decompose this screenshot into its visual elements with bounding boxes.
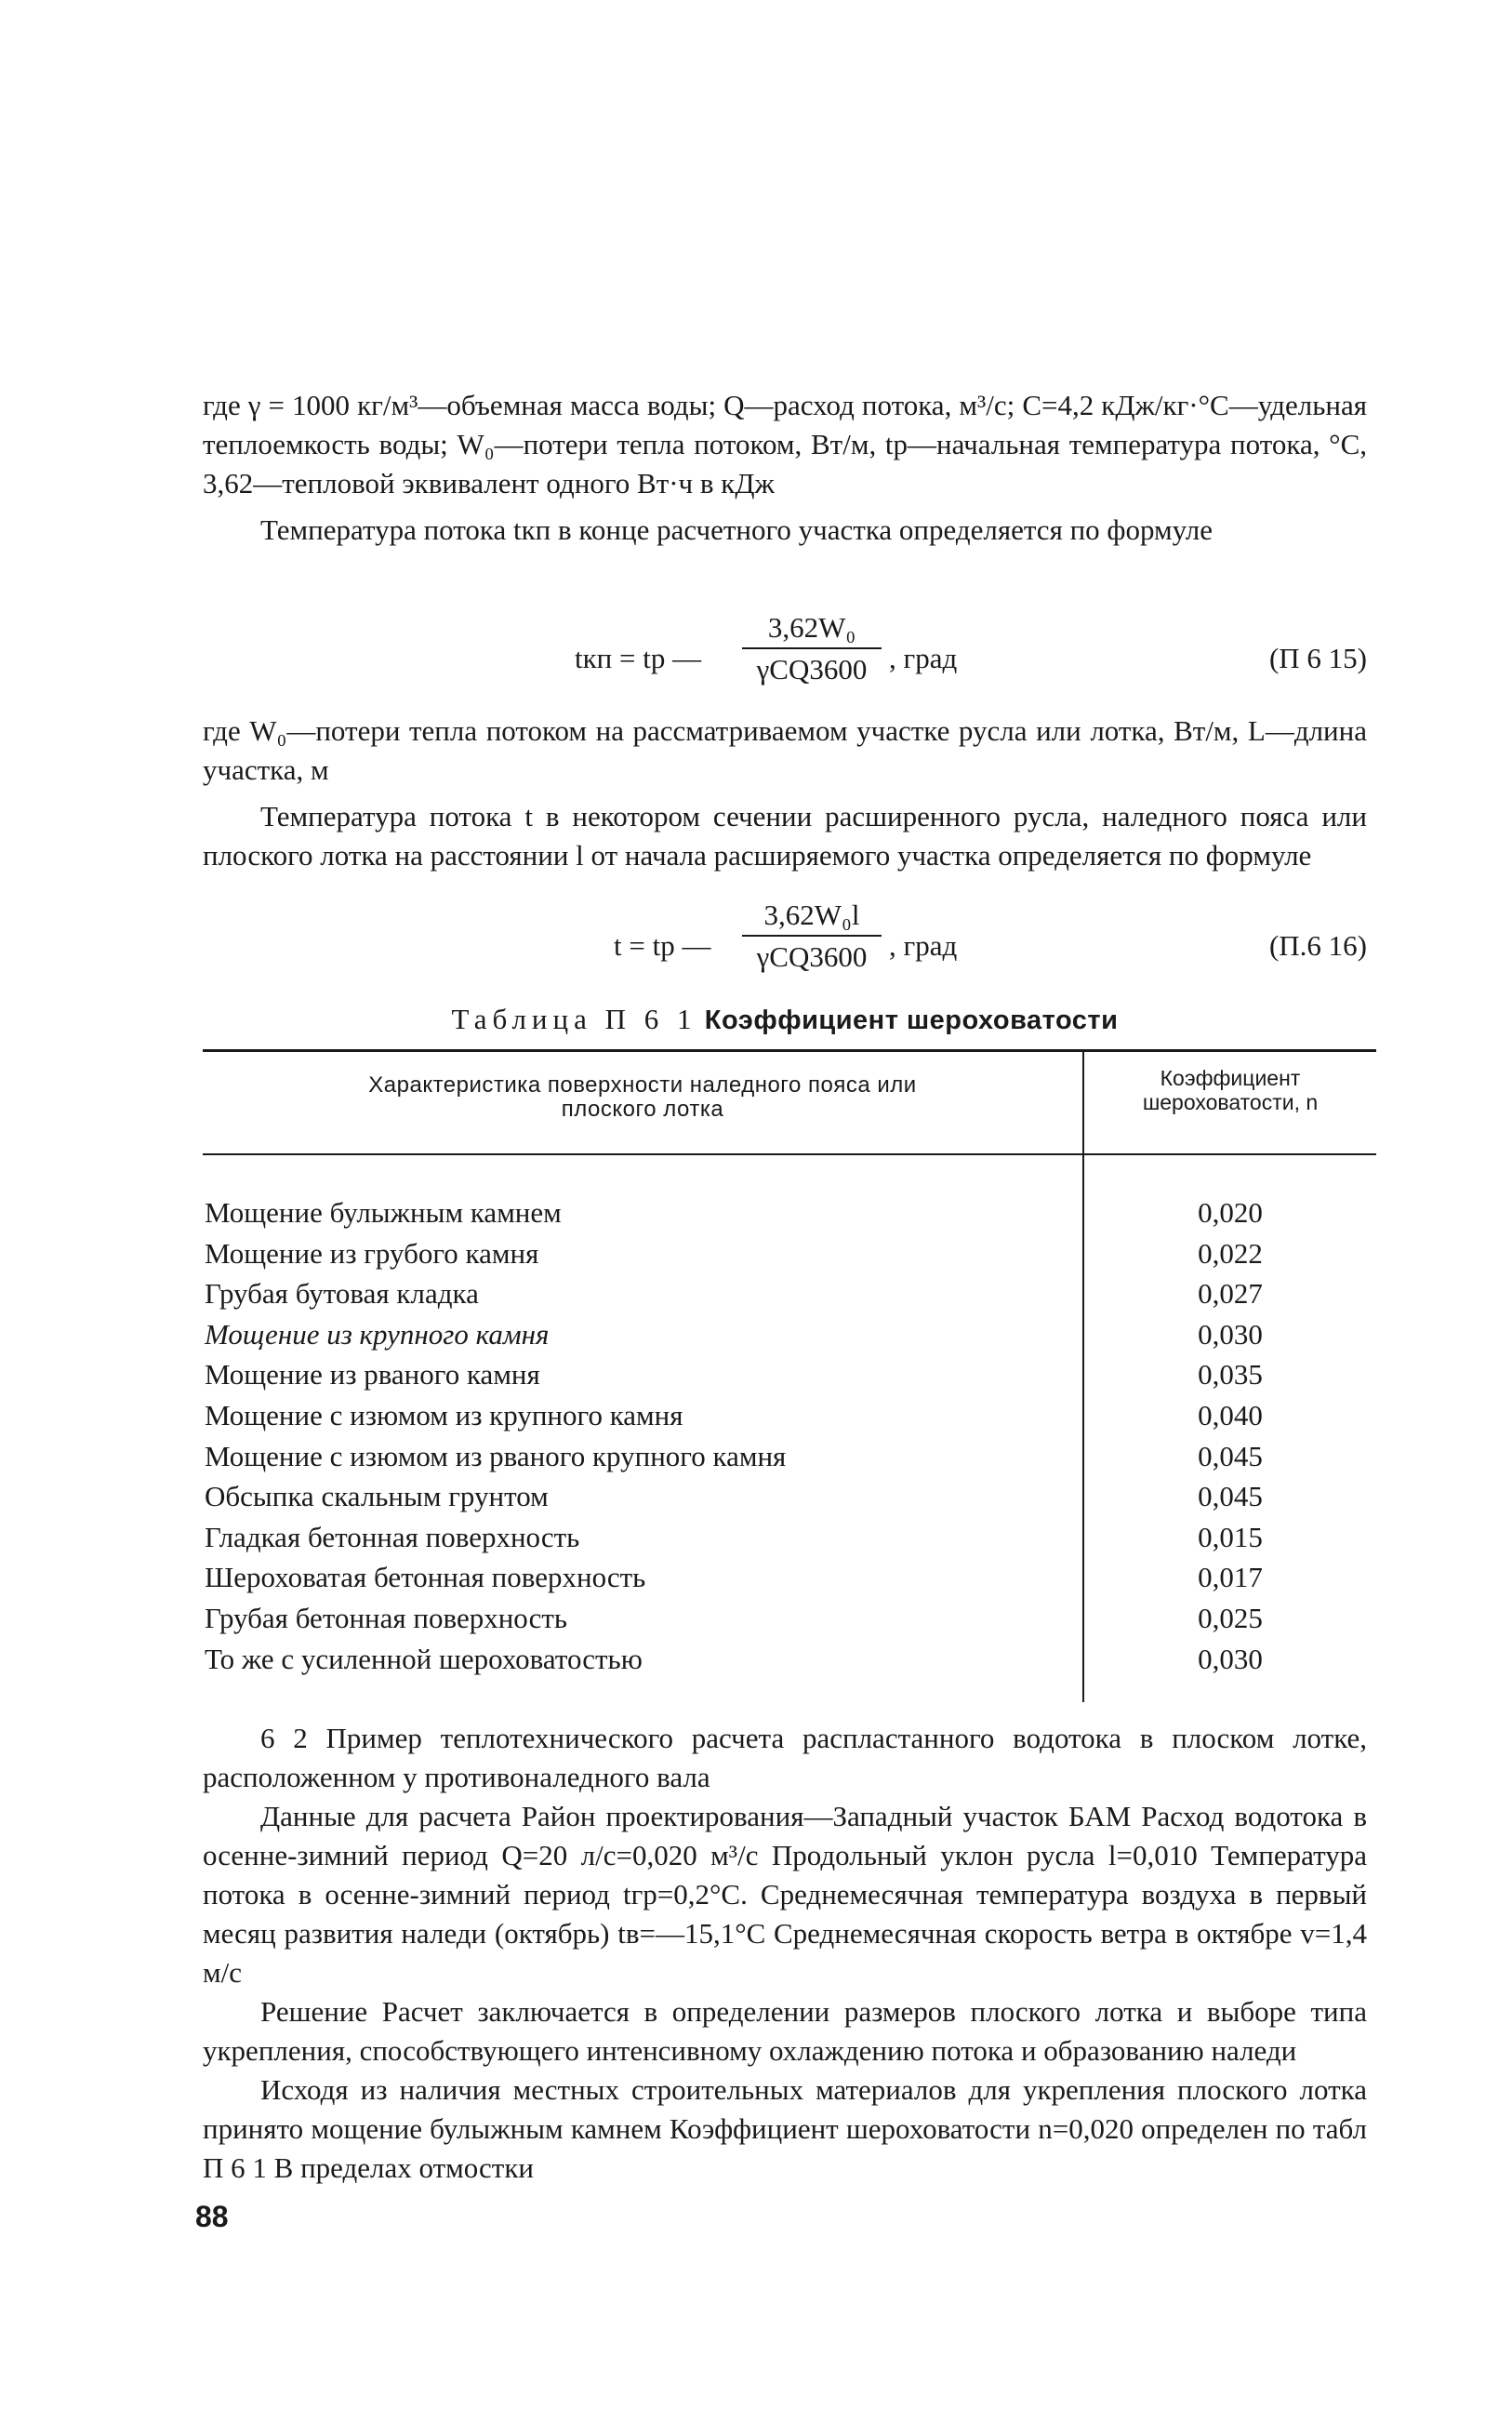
table-row [203,1233,1376,1274]
table-row [203,1354,1376,1395]
formula-number: (П.6 16) [1268,929,1367,962]
formula-fraction [742,896,882,978]
coefficient-cell: 0,045 [1198,1480,1263,1513]
surface-cell: Мощение из рваного камня [205,1358,540,1391]
table-header-surface [203,1073,1082,1122]
materials-paragraph: Исходя из наличия местных строительных материалов для укрепления плоского лотка принято мощение булыжным камнем Коэффициент шероховатости n=0,020 определен по табл П 6 1 В пределах отмостки [203,2073,1367,2184]
table-header-coefficient [1084,1066,1376,1114]
coefficient-cell: 0,022 [1198,1236,1263,1270]
table-row [203,1314,1376,1355]
heat-loss-definition-paragraph: где W₀—потери тепла потоком на рассматриваемом участке русла или лотка, Вт/м, L—длина участка, м [203,714,1367,786]
table-row [203,1476,1376,1517]
table-row [203,1436,1376,1477]
section-temperature-paragraph: Температура потока t в некотором сечении расширенного русла, наледного пояса или плоского лотка на расстоянии l от начала расширяемого участка определяется по формуле [203,800,1367,872]
formula-p6-15 [203,608,1367,711]
variables-definition-paragraph: где γ = 1000 кг/м³—объемная масса воды; Q—расход потока, м³/с; C=4,2 кДж/кг·°С—удельная теплоемкость воды; W₀—потери тепла потоком, Вт/м, tр—начальная температура потока, °С, 3,62—тепловой эквивалент одного Вт·ч в кДж [203,389,1367,499]
table-header-rule [203,1153,1376,1155]
surface-cell: Мощение из грубого камня [205,1236,539,1270]
table-row [203,1517,1376,1558]
surface-cell: Мощение из крупного камня [205,1317,550,1351]
surface-cell: Мощение булыжным камнем [205,1196,562,1229]
example-heading-paragraph: 6 2 Пример теплотехнического расчета распластанного водотока в плоском лотке, расположенном у противоналедного вала [203,1722,1367,1793]
table-row [203,1639,1376,1680]
input-data-paragraph: Данные для расчета Район проектирования—Западный участок БАМ Расход водотока в осенне-зимний период Q=20 л/с=0,020 м³/с Продольный уклон русла l=0,010 Температура потока в осенне-зимний период tгр=0,2°С. Среднемесячная температура воздуха в первый месяц развития наледи (октябрь) tв=—15,1°С Среднемесячная скорость ветра в октябре v=1,4 м/с [203,1800,1367,1989]
formula-numerator: 3,62W₀l [763,899,860,931]
end-temperature-paragraph: Температура потока tкп в конце расчетного участка определяется по формуле [260,513,1214,546]
formula-fraction [742,608,882,690]
formula-unit: , град [889,642,958,674]
formula-lhs: tкп = tр — [575,642,702,674]
surface-cell: То же с усиленной шероховатостью [205,1642,643,1675]
surface-cell: Обсыпка скальным грунтом [205,1480,549,1513]
table-body [203,1192,1376,1679]
example-text [203,1719,1367,2188]
table-row [203,1395,1376,1436]
intro-text [203,386,1367,550]
table-caption: Коэффициент шероховатости [704,1005,1119,1035]
formula-lhs: t = tр — [614,929,711,962]
formula-numerator: 3,62W₀ [767,611,856,644]
formula-unit: , град [889,929,958,962]
coefficient-cell: 0,030 [1198,1317,1263,1351]
coefficient-cell: 0,027 [1198,1277,1263,1311]
header-surface-text: Характеристика поверхности наледного пояса или плоского лотка [368,1072,917,1122]
surface-cell: Мощение с изюмом из рваного крупного камня [205,1439,787,1472]
coefficient-cell: 0,040 [1198,1398,1263,1431]
page-number: 88 [195,2200,229,2233]
coefficient-cell: 0,017 [1198,1561,1263,1594]
surface-cell: Грубая бутовая кладка [205,1277,479,1311]
coefficient-cell: 0,015 [1198,1520,1263,1553]
formula-p6-16 [203,896,1367,998]
table-top-rule [203,1049,1376,1052]
table-row [203,1557,1376,1598]
table-row [203,1273,1376,1314]
surface-cell: Мощение с изюмом из крупного камня [205,1398,683,1431]
table-row [203,1192,1376,1233]
formula-number: (П 6 15) [1268,642,1367,674]
formula-denominator: γCQ3600 [756,653,868,686]
coefficient-cell: 0,035 [1198,1358,1263,1391]
surface-cell: Гладкая бетонная поверхность [205,1520,580,1553]
formula-denominator: γCQ3600 [756,940,868,973]
table-title [203,1003,1367,1036]
coefficient-cell: 0,020 [1198,1196,1263,1229]
table-row [203,1598,1376,1639]
coefficient-cell: 0,045 [1198,1439,1263,1472]
roughness-table [203,1049,1376,1700]
solution-paragraph: Решение Расчет заключается в определении размеров плоского лотка и выборе типа укрепления, способствующего интенсивному охлаждению потока и образованию наледи [203,1995,1367,2067]
coefficient-cell: 0,025 [1198,1601,1263,1634]
surface-cell: Грубая бетонная поверхность [205,1601,568,1634]
header-coefficient-text: Коэффициент шероховатости, n [1142,1066,1319,1114]
surface-cell: Шероховатая бетонная поверхность [205,1561,646,1594]
middle-text [203,712,1367,875]
coefficient-cell: 0,030 [1198,1642,1263,1675]
table-label: Таблица П 6 1 [451,1003,697,1035]
